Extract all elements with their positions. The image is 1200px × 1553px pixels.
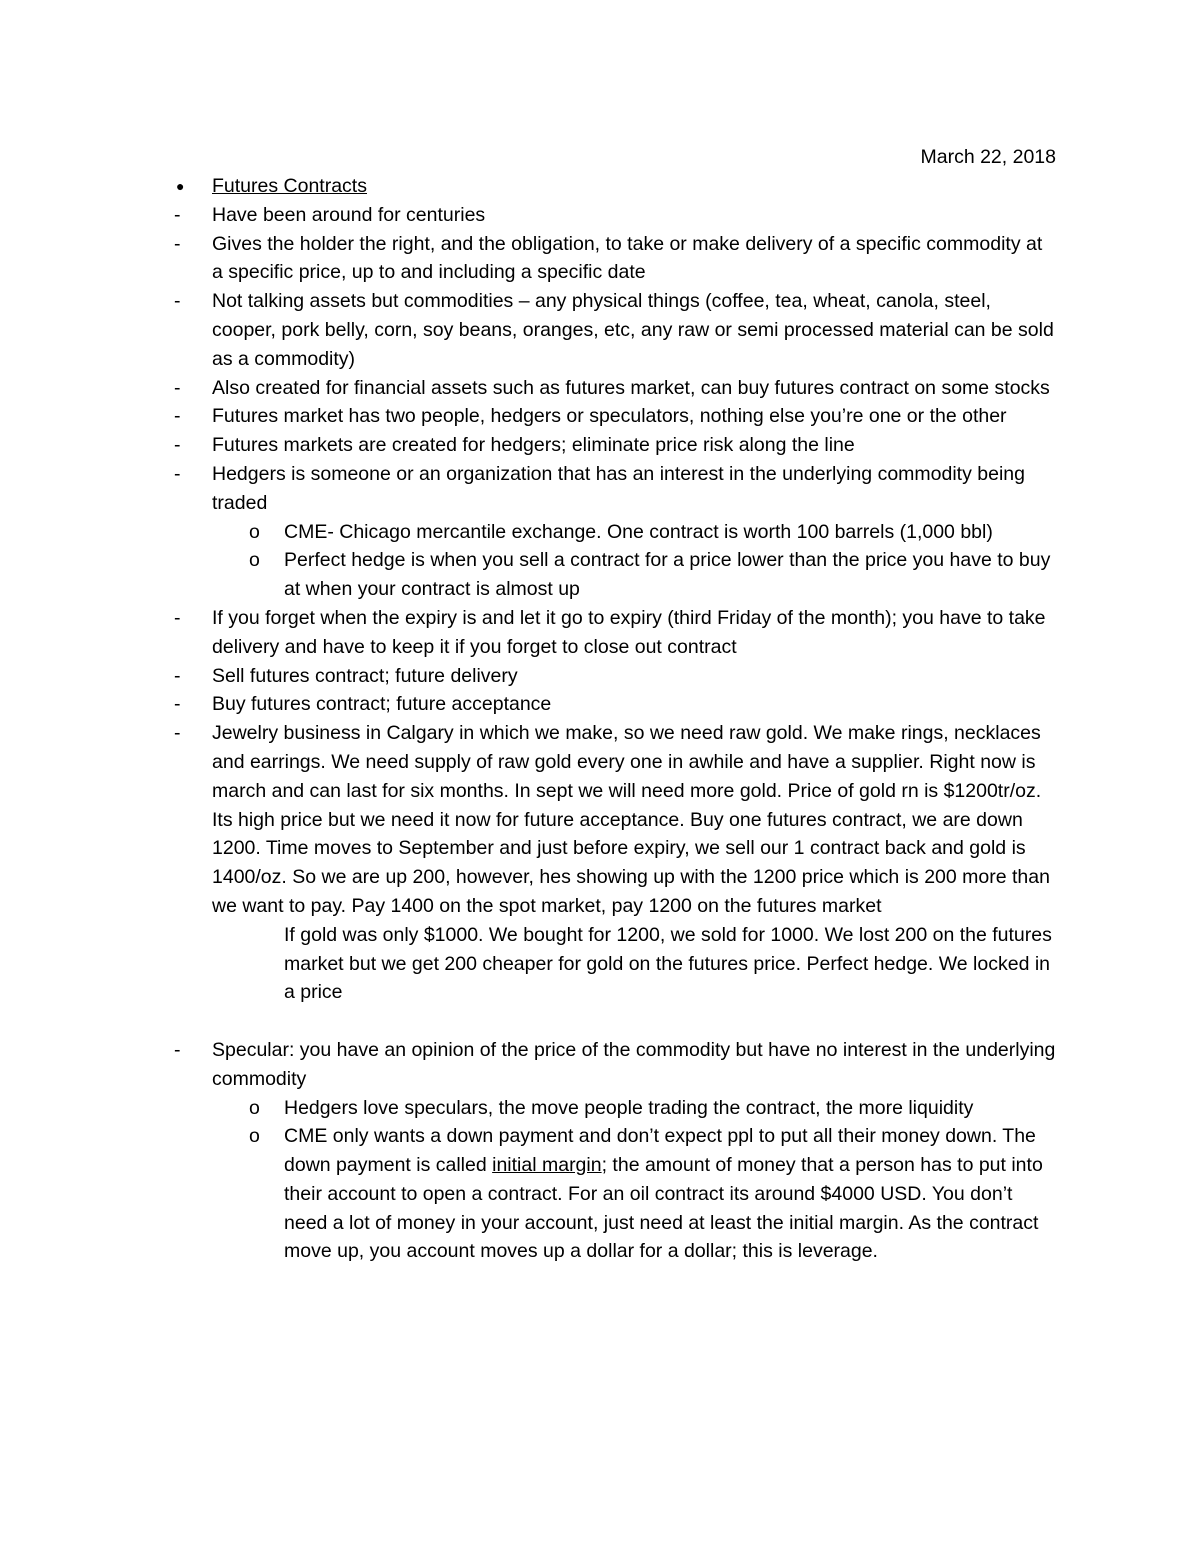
sub-item-text: Perfect hedge is when you sell a contract for a price lower than the price you have to buy at when your contract is almost up <box>284 549 1051 601</box>
sub-list-item <box>246 1122 1058 1266</box>
circle-bullet-icon: o <box>249 549 260 572</box>
dash-icon: - <box>174 606 181 629</box>
date: March 22, 2018 <box>920 146 1056 168</box>
dash-icon: - <box>174 693 181 716</box>
heading-item <box>174 172 1058 201</box>
item-text: Hedgers is someone or an organization that has an interest in the underlying commodity being traded <box>212 462 1025 514</box>
dash-icon: - <box>174 232 181 255</box>
list-item <box>174 431 1058 460</box>
list-item <box>174 230 1058 288</box>
list-item <box>174 460 1058 518</box>
item-text: Futures markets are created for hedgers; eliminate price risk along the line <box>212 434 855 457</box>
notes-body <box>174 172 1058 1266</box>
sub-list-item <box>246 1094 1058 1123</box>
list-item <box>174 374 1058 403</box>
dash-icon: - <box>174 376 181 399</box>
initial-margin-term: initial margin <box>492 1154 602 1177</box>
dash-icon: - <box>174 664 181 687</box>
list-item <box>174 201 1058 230</box>
circle-bullet-icon: o <box>249 1125 260 1148</box>
sub-list-item <box>246 518 1058 547</box>
item-text: Specular: you have an opinion of the price of the commodity but have no interest in the underlying commodity <box>212 1038 1056 1090</box>
sub-item-text: CME- Chicago mercantile exchange. One contract is worth 100 barrels (1,000 bbl) <box>284 520 993 543</box>
item-text: If you forget when the expiry is and let it go to expiry (third Friday of the month); you have to take delivery and have to keep it if you forget to close out contract <box>212 606 1046 658</box>
list-item <box>174 719 1058 921</box>
item-text: Buy futures contract; future acceptance <box>212 693 552 716</box>
list-item <box>174 690 1058 719</box>
list-item <box>174 1036 1058 1094</box>
sub-item-text-start: CME only wants a down payment and don’t expect ppl to put all their money down. The down payment is called <box>284 1125 1036 1177</box>
item-text: Futures market has two people, hedgers or speculators, nothing else you’re one or the other <box>212 405 1007 428</box>
circle-bullet-icon: o <box>249 520 260 543</box>
dash-icon: - <box>174 290 181 313</box>
item-text: Sell futures contract; future delivery <box>212 664 518 687</box>
sub-item-text-end: ; the amount of money that a person has to put into their account to open a contract. For an oil contract its around $4000 USD. You don’t need a lot of money in your account, just need at least the initial margin. As the contract move up, you account moves up a dollar for a dollar; this is leverage. <box>284 1154 1043 1263</box>
dash-icon: - <box>174 434 181 457</box>
item-text: Not talking assets but commodities – any physical things (coffee, tea, wheat, canola, steel, cooper, pork belly, corn, soy beans, oranges, etc, any raw or semi processed material can be sold as a commodity) <box>212 290 1054 370</box>
circle-bullet-icon: o <box>249 1096 260 1119</box>
blank-line <box>174 1007 1058 1036</box>
dash-icon: - <box>174 203 181 226</box>
dash-icon: - <box>174 405 181 428</box>
list-item <box>174 402 1058 431</box>
dash-icon: - <box>174 722 181 745</box>
list-item <box>174 662 1058 691</box>
bullet-icon: ● <box>176 178 185 194</box>
item-text: Also created for financial assets such as futures market, can buy futures contract on some stocks <box>212 376 1050 399</box>
heading: Futures Contracts <box>212 175 367 197</box>
sub-list-item <box>246 546 1058 604</box>
list-item <box>174 287 1058 373</box>
item-text: Gives the holder the right, and the obligation, to take or make delivery of a specific commodity at a specific price, up to and including a specific date <box>212 232 1043 284</box>
item-text: Have been around for centuries <box>212 203 486 226</box>
dash-icon: - <box>174 1038 181 1061</box>
list-item <box>174 604 1058 662</box>
item-text: Jewelry business in Calgary in which we make, so we need raw gold. We make rings, necklaces and earrings. We need supply of raw gold every one in awhile and have a supplier. Right now is march and can last for six months. In sept we will need more gold. Price of gold rn is $1200tr/oz. Its high price but we need it now for future acceptance. Buy one futures contract, we are down 1200. Time moves to September and just before expiry, we sell our 1 contract back and gold is 1400/oz. So we are up 200, however, hes showing up with the 1200 price which is 200 more than we want to pay. Pay 1400 on the spot market, pay 1200 on the futures market <box>212 722 1050 917</box>
sub-item-text: Hedgers love speculars, the move people trading the contract, the more liquidity <box>284 1096 974 1119</box>
gold-example-paragraph: If gold was only $1000. We bought for 1200, we sold for 1000. We lost 200 on the futures market but we get 200 cheaper for gold on the futures price. Perfect hedge. We locked in a price <box>284 923 1052 1004</box>
dash-icon: - <box>174 462 181 485</box>
